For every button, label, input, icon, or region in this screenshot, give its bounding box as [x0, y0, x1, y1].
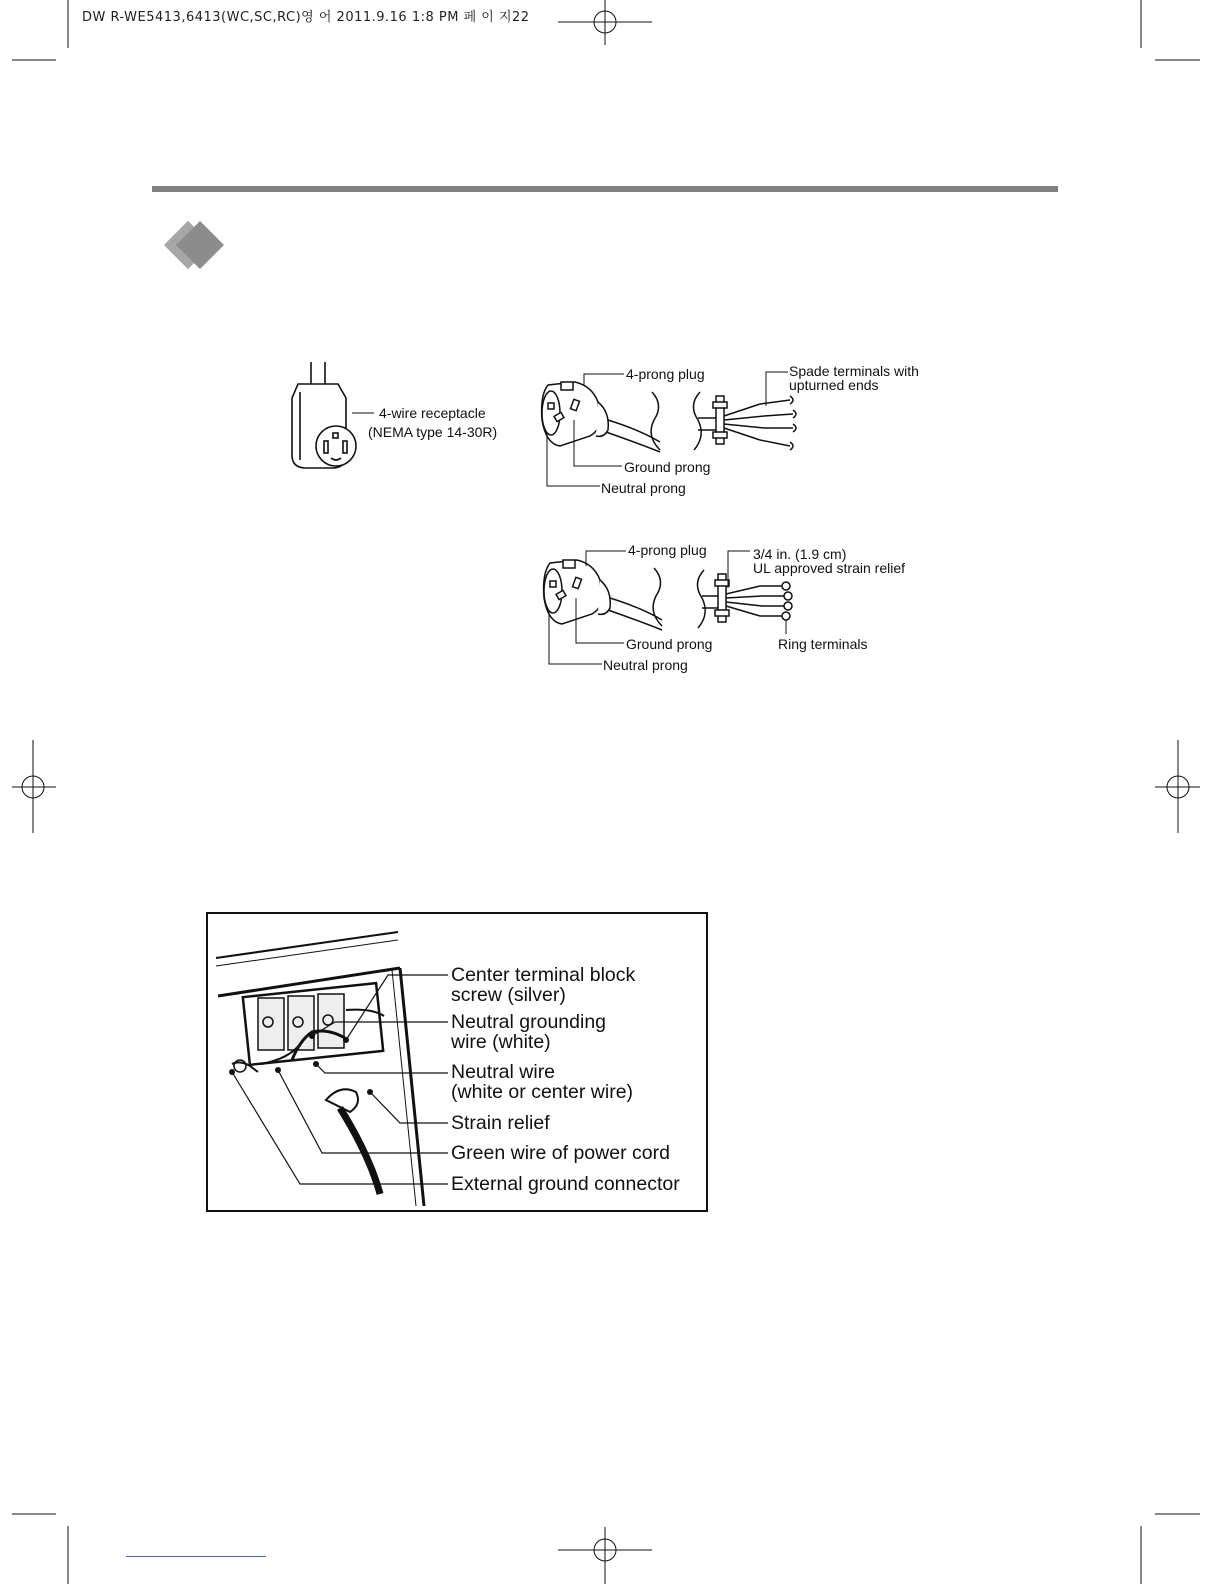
spade-ground-prong-label: Ground prong	[624, 459, 711, 475]
receptacle-label-line2: (NEMA type 14-30R)	[368, 424, 498, 440]
ring-neutral-prong-label: Neutral prong	[603, 657, 688, 673]
ring-ground-prong-label: Ground prong	[626, 636, 713, 652]
external-ground-label: External ground connector	[451, 1173, 680, 1195]
center-screw-line2: screw (silver)	[451, 984, 566, 1006]
center-screw-line1: Center terminal block	[451, 964, 636, 986]
footer-underline	[126, 1556, 266, 1557]
receptacle-label-line1: 4-wire receptacle	[379, 405, 486, 421]
ring-terminals-label: Ring terminals	[778, 636, 868, 652]
neutral-wire-line2: (white or center wire)	[451, 1081, 634, 1103]
neutral-ground-line2: wire (white)	[451, 1031, 551, 1053]
spade-terminals-line2: upturned ends	[789, 377, 879, 393]
neutral-ground-line1: Neutral grounding	[451, 1011, 607, 1033]
print-slug: DW R-WE5413,6413(WC,SC,RC)영 어 2011.9.16 1:8 PM 페 이 지22	[82, 10, 530, 25]
ring-plug-label: 4-prong plug	[628, 542, 707, 558]
strain-relief-label: Strain relief	[451, 1112, 550, 1134]
neutral-wire-line1: Neutral wire	[451, 1061, 556, 1083]
green-wire-label: Green wire of power cord	[451, 1142, 670, 1164]
ring-strain-line2: UL approved strain relief	[753, 560, 906, 576]
spade-neutral-prong-label: Neutral prong	[601, 480, 686, 496]
spade-terminals-line1: Spade terminals with	[789, 363, 919, 379]
ring-strain-line1: 3/4 in. (1.9 cm)	[753, 546, 847, 562]
spade-plug-label: 4-prong plug	[626, 366, 705, 382]
